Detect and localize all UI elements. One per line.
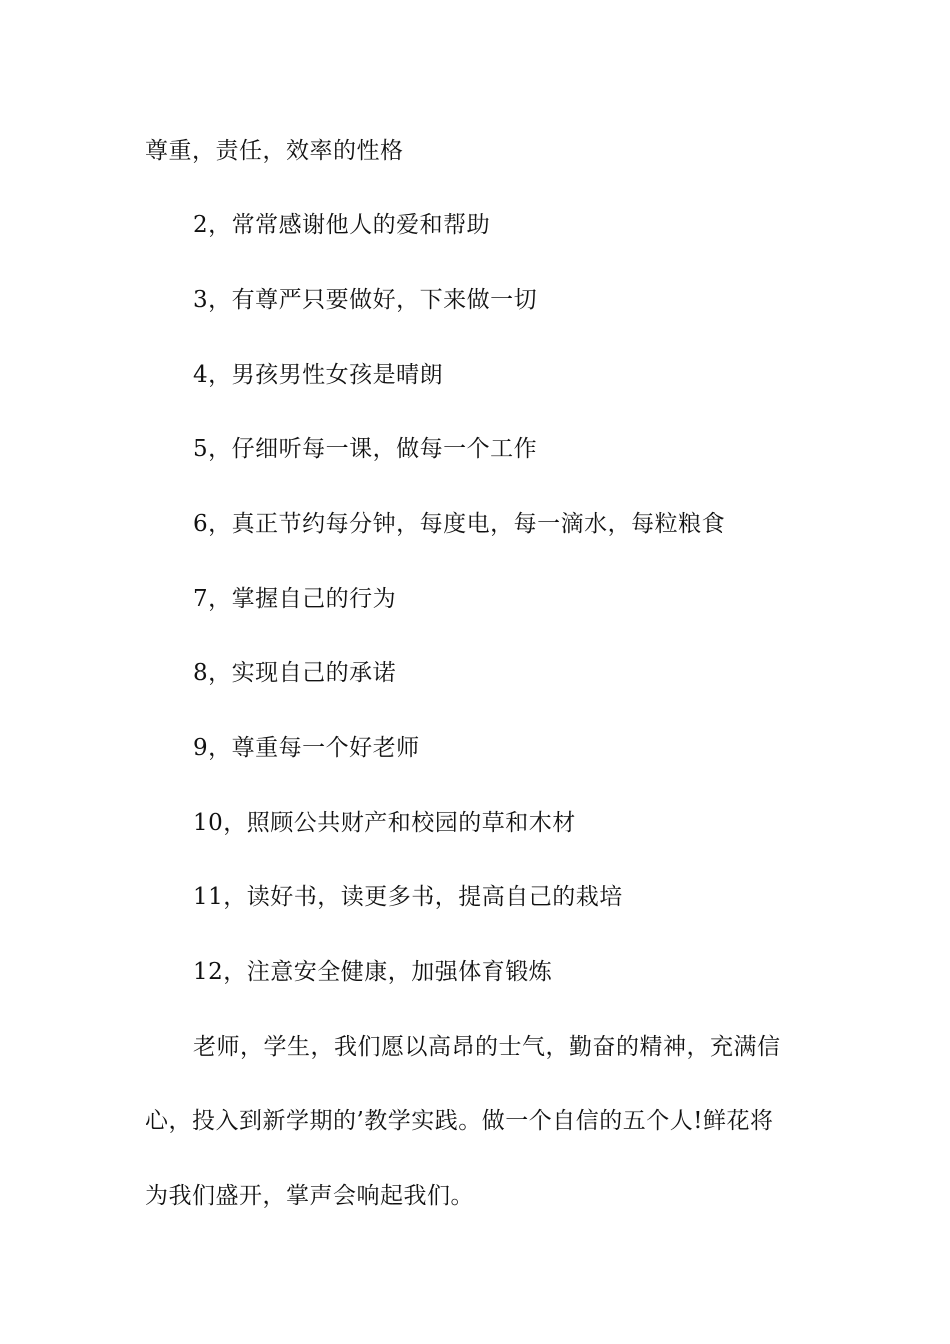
list-item-9: 9，尊重每一个好老师	[193, 735, 420, 761]
list-item-7: 7，掌握自己的行为	[193, 586, 397, 612]
list-item-6: 6，真正节约每分钟，每度电，每一滴水，每粒粮食	[193, 511, 726, 537]
list-item-11: 11，读好书，读更多书，提高自己的栽培	[193, 884, 623, 910]
list-item-8: 8，实现自己的承诺	[193, 660, 397, 686]
list-item-2: 2，常常感谢他人的爱和帮助	[193, 212, 491, 238]
paragraph-line-3: 为我们盛开，掌声会响起我们。	[145, 1183, 474, 1209]
list-item-5: 5，仔细听每一课，做每一个工作	[193, 436, 538, 462]
list-item-12: 12，注意安全健康，加强体育锻炼	[193, 959, 553, 985]
text-line-1: 尊重，责任，效率的性格	[145, 138, 404, 164]
list-item-3: 3，有尊严只要做好，下来做一切	[193, 287, 538, 313]
paragraph-line-2: 心，投入到新学期的’教学实践。做一个自信的五个人!鲜花将	[145, 1108, 774, 1134]
paragraph-line-1: 老师，学生，我们愿以高昂的士气，勤奋的精神，充满信	[193, 1034, 781, 1060]
list-item-4: 4，男孩男性女孩是晴朗	[193, 362, 444, 388]
list-item-10: 10，照顾公共财产和校园的草和木材	[193, 810, 576, 836]
